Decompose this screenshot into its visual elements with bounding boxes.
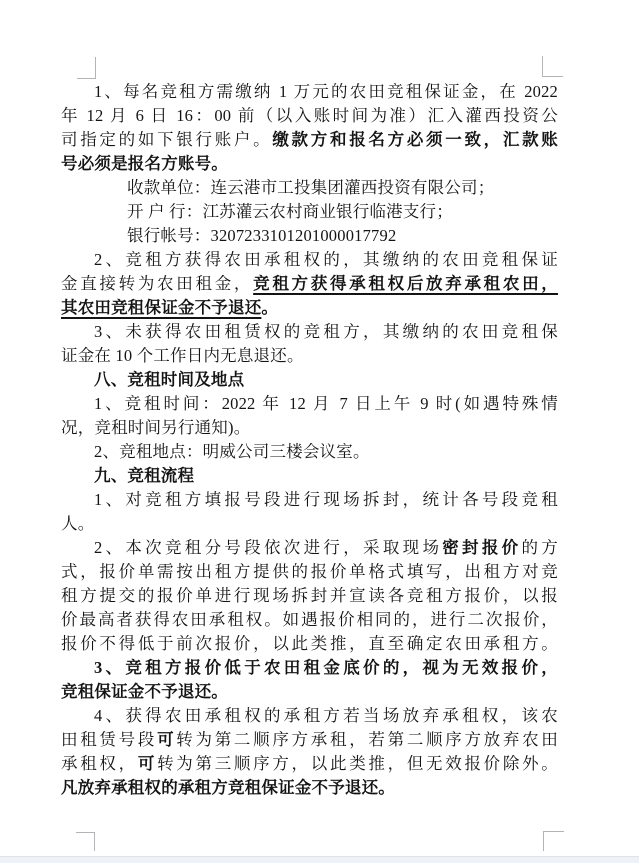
text-line: [61, 752, 558, 776]
text-line: [61, 128, 558, 152]
text-run: 1、每名竞租方需缴纳 1 万元的农田竞租保证金，在 2022: [94, 82, 558, 101]
text-run: 收款单位：连云港市工投集团灌西投资有限公司；: [127, 178, 495, 197]
text-line: [61, 680, 558, 704]
text-run: 报价不得低于前次报价，以此类推，直至确定农田承租方。: [61, 634, 558, 653]
text-run: 竞租方获得承租权后放弃承租农田，: [253, 274, 559, 293]
text-run: 九、竞租流程: [94, 466, 195, 485]
text-run: 转为第三顺序方，以此类推，但无效报价除外。: [157, 754, 559, 773]
text-run: 证金在 10 个工作日内无息退还。: [61, 346, 304, 365]
text-line: [61, 80, 558, 104]
text-block: [61, 80, 558, 800]
text-line: [61, 560, 558, 584]
text-run: 转为第二顺序方承租，若第二顺序方放弃农田: [176, 730, 559, 749]
page-bottom-strip: [0, 856, 639, 863]
text-line: [61, 152, 558, 176]
text-run: 2、竞租方获得农田承租权的，其缴纳的农田竞租保证: [94, 250, 558, 269]
text-run: 承租权，: [61, 754, 138, 773]
text-line: [61, 584, 558, 608]
crop-mark-top-right: [542, 56, 563, 77]
text-run: 式，报价单需按出租方提供的报价单格式填写，出租方对竞: [61, 562, 558, 581]
text-run: 租方提交的报价单进行现场拆封并宣读各竞租方报价，以报: [61, 586, 558, 605]
text-run: 田租赁号段: [61, 730, 158, 749]
text-run: 1、竞租时间：2022 年 12 月 7 日上午 9 时(如遇特殊情: [94, 394, 558, 413]
text-line: [61, 104, 558, 128]
text-run: 开 户 行：江苏灌云农村商业银行临港支行；: [127, 202, 453, 221]
text-run: 可: [157, 730, 177, 749]
text-run: 况，竞租时间另行通知)。: [61, 418, 251, 437]
text-run: 的方: [521, 538, 558, 557]
text-line: [61, 536, 558, 560]
text-run: 缴款方和报名方必须一致，汇款账: [272, 130, 559, 149]
text-line: [61, 632, 558, 656]
text-line: [61, 392, 558, 416]
text-run: 2、竞租地点：明威公司三楼会议室。: [94, 442, 370, 461]
text-run: 人。: [61, 514, 95, 533]
text-line: [61, 608, 558, 632]
text-run: 4、获得农田承租权的承租方若当场放弃承租权，该农: [94, 706, 558, 725]
text-run: 1、对竞租方填报号段进行现场拆封，统计各号段竞租: [94, 490, 558, 509]
text-run: 号必须是报名方账号。: [61, 154, 228, 173]
crop-mark-bottom-right: [543, 831, 564, 851]
text-line: [61, 272, 558, 296]
text-run: 2、本次竞租分号段依次进行，采取现场: [94, 538, 443, 557]
text-line: [61, 728, 558, 752]
text-run: 银行帐号：3207233101201000017792: [127, 226, 397, 245]
text-line: [61, 488, 558, 512]
crop-mark-bottom-left: [76, 832, 95, 851]
text-run: 价最高者获得农田承租权。如遇报价相同的，进行二次报价，: [61, 610, 558, 629]
text-run: 3、未获得农田租赁权的竞租方，其缴纳的农田竞租保: [94, 322, 558, 341]
text-line: [61, 416, 558, 440]
text-line: [61, 248, 558, 272]
text-run: 3、竞租方报价低于农田租金底价的，视为无效报价，: [94, 658, 558, 677]
text-run: 。: [261, 298, 279, 317]
text-line: [61, 296, 558, 320]
text-line: [61, 512, 558, 536]
text-run: 其农田竞租保证金不予退还: [61, 298, 262, 317]
text-line: [61, 320, 558, 344]
text-line: [61, 464, 558, 488]
text-run: 可: [137, 754, 158, 773]
text-run: 司指定的如下银行账户。: [61, 130, 273, 149]
text-run: 金直接转为农田租金，: [61, 274, 254, 293]
crop-mark-top-left: [77, 57, 96, 79]
text-line: [61, 656, 558, 680]
text-line: [61, 176, 558, 200]
text-line: [61, 344, 558, 368]
text-line: [61, 224, 558, 248]
text-line: [61, 440, 558, 464]
text-run: 八、竞租时间及地点: [94, 370, 245, 389]
text-line: [61, 704, 558, 728]
text-run: 凡放弃承租权的承租方竞租保证金不予退还。: [61, 778, 395, 797]
text-line: [61, 776, 558, 800]
text-run: 竞租保证金不予退还。: [61, 682, 228, 701]
text-run: 年 12 月 6 日 16：00 前（以入账时间为准）汇入灌西投资公: [61, 106, 558, 125]
text-line: [61, 368, 558, 392]
text-run: 密封报价: [442, 538, 522, 557]
text-line: [61, 200, 558, 224]
